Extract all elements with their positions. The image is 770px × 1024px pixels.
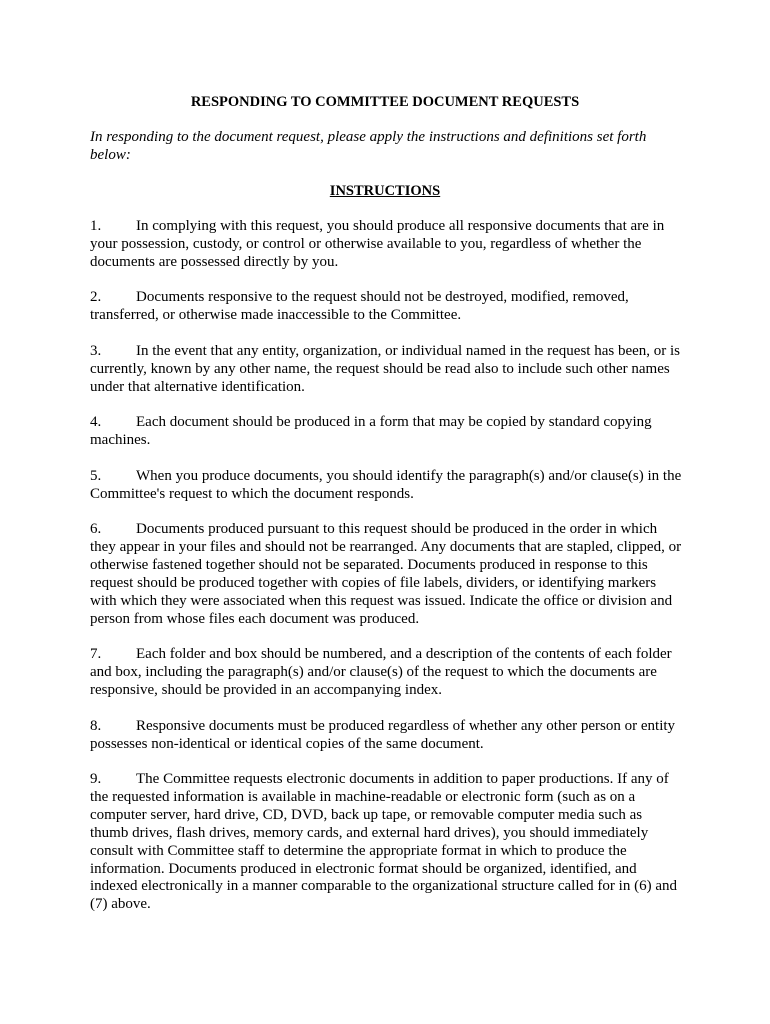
- instruction-number: 8.: [90, 718, 102, 734]
- instruction-number: 4.: [90, 414, 102, 430]
- instruction-item: [90, 468, 682, 504]
- instruction-text: Responsive documents must be produced regardless of whether any other person or entity possesses non-identical or identical copies of the same document.: [90, 718, 676, 752]
- instruction-number: 7.: [90, 646, 102, 662]
- intro-paragraph: In responding to the document request, please apply the instructions and definitions set forth below:: [90, 129, 647, 163]
- instruction-text: Documents responsive to the request should not be destroyed, modified, removed, transferred, or otherwise made inaccessible to the Committee.: [90, 289, 629, 323]
- document-title: RESPONDING TO COMMITTEE DOCUMENT REQUESTS: [190, 94, 580, 110]
- instruction-number: 9.: [90, 771, 102, 787]
- instruction-item: [90, 718, 682, 754]
- instruction-text: Each folder and box should be numbered, and a description of the contents of each folder and box, including the paragraph(s) and/or clause(s) of the request to which the documents are responsive, should be provided in an accompanying index.: [90, 646, 672, 698]
- instruction-text: In complying with this request, you should produce all responsive documents that are in your possession, custody, or control or otherwise available to you, regardless of whether the documents are possessed directly by you.: [90, 218, 665, 270]
- instruction-number: 5.: [90, 468, 102, 484]
- instruction-item: [90, 343, 682, 397]
- instruction-number: 1.: [90, 218, 102, 234]
- instruction-number: 2.: [90, 289, 102, 305]
- section-heading: INSTRUCTIONS: [329, 183, 441, 199]
- instruction-text: When you produce documents, you should identify the paragraph(s) and/or clause(s) in the Committee's request to which the document responds.: [90, 468, 682, 502]
- instruction-text: The Committee requests electronic documents in addition to paper productions. If any of the requested information is available in machine-readable or electronic form (such as on a computer server, hard drive, CD, DVD, back up tape, or removable computer media such as thumb drives, flash drives, memory cards, and external hard drives), you should immediately consult with Committee staff to determine the appropriate format in which to produce the information. Documents produced in electronic format should be organized, identified, and indexed electronically in a manner comparable to the organizational structure called for in (6) and (7) above.: [90, 771, 677, 913]
- instruction-item: [90, 771, 682, 914]
- instruction-number: 6.: [90, 521, 102, 537]
- instruction-text: In the event that any entity, organization, or individual named in the request has been, or is currently, known by any other name, the request should be read also to include such other names under that alternative identification.: [90, 343, 681, 395]
- instruction-item: [90, 289, 682, 325]
- instruction-item: [90, 414, 682, 450]
- instruction-item: [90, 646, 682, 700]
- instruction-item: [90, 521, 682, 628]
- instruction-text: Documents produced pursuant to this request should be produced in the order in which they appear in your files and should not be rearranged. Any documents that are stapled, clipped, or otherwise fastened together should not be separated. Documents produced in response to this request should be produced together with copies of file labels, dividers, or identifying markers with which they were associated when this request was issued. Indicate the office or division and person from whose files each document was produced.: [90, 521, 682, 627]
- instruction-item: [90, 218, 682, 272]
- instruction-number: 3.: [90, 343, 102, 359]
- instruction-text: Each document should be produced in a form that may be copied by standard copying machines.: [90, 414, 652, 448]
